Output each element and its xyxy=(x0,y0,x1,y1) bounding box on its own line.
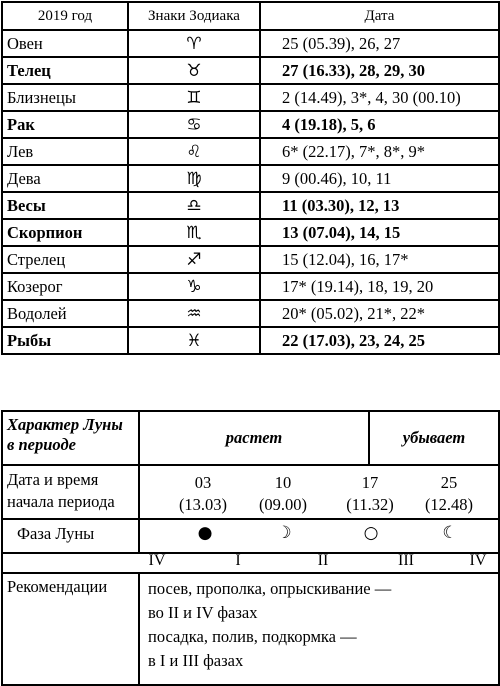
zodiac-sign-icon: ♐ xyxy=(186,249,202,270)
moon-growing-label: растет xyxy=(139,411,369,465)
sign-symbol-cell xyxy=(128,57,260,84)
sign-name: Рак xyxy=(2,111,128,138)
sign-dates: 17* (19.14), 18, 19, 20 xyxy=(260,273,499,300)
zodiac-sign-icon: ♏ xyxy=(186,222,202,243)
sign-symbol-cell xyxy=(128,192,260,219)
period-1: 03 (13.03) xyxy=(178,473,228,514)
period-2: 10 (09.00) xyxy=(258,473,308,514)
zodiac-sign-icon: ♊ xyxy=(186,87,202,108)
sign-dates: 6* (22.17), 7*, 8*, 9* xyxy=(260,138,499,165)
sign-dates: 15 (12.04), 16, 17* xyxy=(260,246,499,273)
year-header: 2019 год xyxy=(2,2,128,30)
quarter-label: II xyxy=(317,552,329,569)
sign-symbol-cell xyxy=(128,111,260,138)
sign-symbol-cell xyxy=(128,246,260,273)
quarter-label: IV xyxy=(469,552,487,569)
zodiac-sign-icon: ♈ xyxy=(186,33,202,54)
zodiac-sign-icon: ♍ xyxy=(186,168,202,189)
signs-header: Знаки Зодиака xyxy=(128,2,260,30)
new-moon-icon: ● xyxy=(197,523,213,543)
moon-waning-label: убывает xyxy=(369,411,499,465)
full-moon-icon: ○ xyxy=(363,523,379,543)
sign-name: Телец xyxy=(2,57,128,84)
quarter-label: III xyxy=(398,552,414,569)
first-quarter-icon: ☽ xyxy=(276,523,292,543)
sign-symbol-cell xyxy=(128,30,260,57)
sign-name: Рыбы xyxy=(2,327,128,354)
zodiac-row xyxy=(2,165,499,192)
sign-dates: 25 (05.39), 26, 27 xyxy=(260,30,499,57)
zodiac-header-row xyxy=(2,2,499,30)
sign-name: Близнецы xyxy=(2,84,128,111)
zodiac-row xyxy=(2,138,499,165)
sign-dates: 20* (05.02), 21*, 22* xyxy=(260,300,499,327)
zodiac-row xyxy=(2,30,499,57)
zodiac-row xyxy=(2,84,499,111)
zodiac-row xyxy=(2,111,499,138)
last-quarter-icon: ☾ xyxy=(442,523,458,543)
sign-dates: 27 (16.33), 28, 29, 30 xyxy=(260,57,499,84)
sign-name: Козерог xyxy=(2,273,128,300)
period-start-label: Дата и время начала периода xyxy=(2,465,139,519)
moon-phase-table xyxy=(1,410,500,686)
sign-symbol-cell xyxy=(128,84,260,111)
moon-character-label: Характер Луны в периоде xyxy=(2,411,139,465)
sign-dates: 22 (17.03), 23, 24, 25 xyxy=(260,327,499,354)
recommendations-text xyxy=(139,573,499,685)
zodiac-row xyxy=(2,300,499,327)
moon-phase-row xyxy=(2,519,499,553)
zodiac-row xyxy=(2,57,499,84)
zodiac-table xyxy=(1,1,500,355)
zodiac-sign-icon: ♑ xyxy=(186,276,202,297)
period-3: 17 (11.32) xyxy=(346,473,394,514)
moon-phase-label: Фаза Луны xyxy=(2,519,139,553)
recommendation-line: посадка, полив, подкормка — xyxy=(148,627,357,646)
sign-name: Весы xyxy=(2,192,128,219)
period-4: 25 (12.48) xyxy=(424,473,474,514)
sign-name: Лев xyxy=(2,138,128,165)
sign-name: Овен xyxy=(2,30,128,57)
sign-name: Дева xyxy=(2,165,128,192)
period-dates xyxy=(139,465,499,519)
sign-symbol-cell xyxy=(128,327,260,354)
zodiac-row xyxy=(2,192,499,219)
period-start-row xyxy=(2,465,499,519)
quarter-label: IV xyxy=(148,552,166,569)
zodiac-sign-icon: ♌ xyxy=(186,141,202,162)
sign-dates: 9 (00.46), 10, 11 xyxy=(260,165,499,192)
zodiac-sign-icon: ♎ xyxy=(186,195,202,216)
sign-name: Стрелец xyxy=(2,246,128,273)
zodiac-row xyxy=(2,246,499,273)
recommendations-label: Рекомендации xyxy=(2,573,139,685)
zodiac-row xyxy=(2,273,499,300)
moon-phase-icons xyxy=(139,519,499,553)
moon-quarters xyxy=(2,553,499,573)
sign-symbol-cell xyxy=(128,273,260,300)
zodiac-sign-icon: ♉ xyxy=(186,60,202,81)
sign-symbol-cell xyxy=(128,300,260,327)
recommendation-line: посев, прополка, опрыскивание — xyxy=(148,579,392,598)
sign-symbol-cell xyxy=(128,219,260,246)
zodiac-sign-icon: ♋ xyxy=(186,114,202,135)
zodiac-row xyxy=(2,219,499,246)
sign-dates: 4 (19.18), 5, 6 xyxy=(260,111,499,138)
sign-symbol-cell xyxy=(128,165,260,192)
sign-symbol-cell xyxy=(128,138,260,165)
recommendation-line: в I и III фазах xyxy=(148,651,244,670)
date-header: Дата xyxy=(260,2,499,30)
sign-name: Скорпион xyxy=(2,219,128,246)
zodiac-row xyxy=(2,327,499,354)
quarters-row xyxy=(2,553,499,573)
recommendation-line: во II и IV фазах xyxy=(148,603,258,622)
zodiac-sign-icon: ♒ xyxy=(186,303,202,324)
moon-character-row xyxy=(2,411,499,465)
sign-name: Водолей xyxy=(2,300,128,327)
quarter-label: I xyxy=(235,552,241,569)
sign-dates: 11 (03.30), 12, 13 xyxy=(260,192,499,219)
zodiac-sign-icon: ♓ xyxy=(186,330,202,351)
sign-dates: 2 (14.49), 3*, 4, 30 (00.10) xyxy=(260,84,499,111)
sign-dates: 13 (07.04), 14, 15 xyxy=(260,219,499,246)
zodiac-body xyxy=(2,30,499,354)
recommendations-row xyxy=(2,573,499,685)
